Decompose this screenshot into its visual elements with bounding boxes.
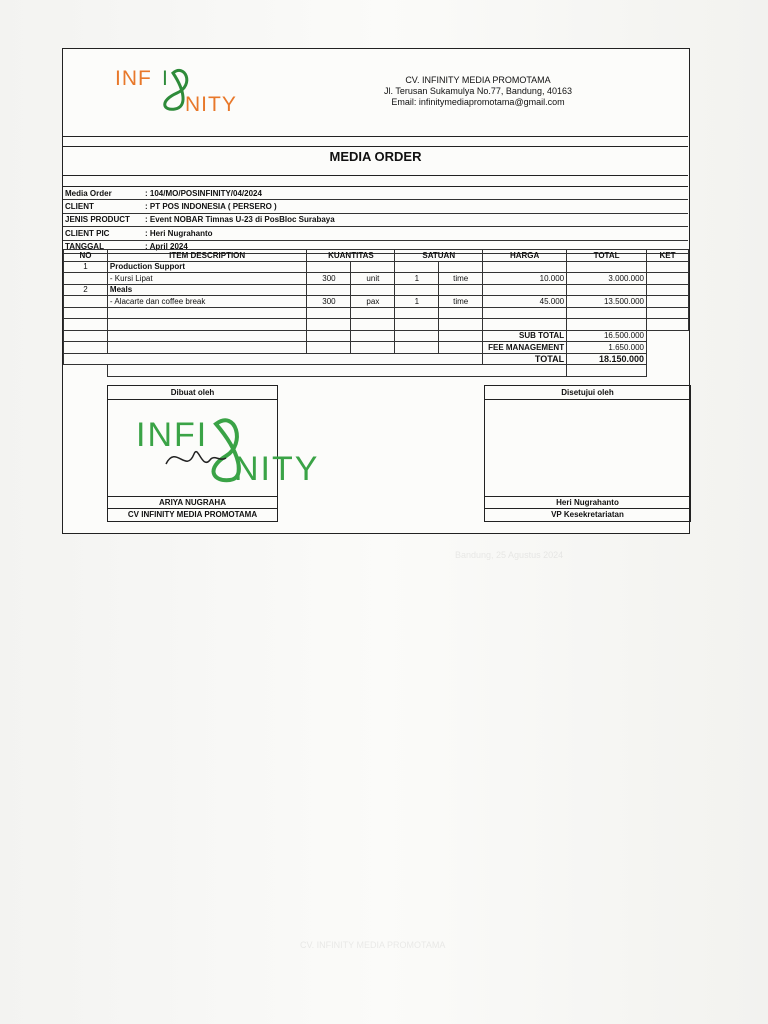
row-satuan-unit [439,284,483,296]
signer-name: ARIYA NUGRAHA [108,496,277,509]
svg-text:INF: INF [115,67,152,90]
company-stamp-logo [136,404,321,484]
table-header-row [64,250,689,262]
row-description: Meals [107,284,307,296]
row-qty [307,284,351,296]
col-kuantitas: KUANTITAS [307,250,395,262]
row-no [64,296,108,308]
made-by-box [107,385,320,522]
approver-name: Heri Nugrahanto [485,496,690,509]
row-no: 1 [64,261,108,273]
approver-title: VP Kesekretariatan [485,508,690,521]
order-info [63,187,688,254]
info-label: Media Order [65,188,112,198]
spacer-row [64,365,689,377]
header-spacer [63,136,688,147]
row-ket [647,296,689,308]
col-satuan: SATUAN [395,250,483,262]
subtotal-value: 16.500.000 [567,330,647,342]
total-row [64,353,689,365]
order-items-table [63,249,689,377]
media-order-document [62,48,690,534]
row-total: 13.500.000 [567,296,647,308]
row-total [567,261,647,273]
company-info [348,75,608,108]
col-no: NO [64,250,108,262]
infinity-logo [115,63,255,113]
info-label: JENIS PRODUCT [65,215,130,225]
info-value: : 104/MO/POSINFINITY/04/2024 [145,188,262,198]
info-value: : Event NOBAR Timnas U-23 di PosBloc Surabaya [145,215,335,225]
row-no [64,273,108,285]
info-row [63,187,688,200]
fee-row [64,342,689,354]
table-row [64,319,689,331]
row-qty-unit: unit [351,273,395,285]
letterhead [63,49,688,137]
signer-company: CV INFINITY MEDIA PROMOTAMA [108,508,277,521]
row-harga: 10.000 [483,273,567,285]
row-total: 3.000.000 [567,273,647,285]
svg-text:INFI: INFI [136,416,209,454]
company-name: CV. INFINITY MEDIA PROMOTAMA [405,75,551,85]
svg-text:NITY: NITY [185,93,237,113]
row-qty: 300 [307,296,351,308]
row-satuan [395,284,439,296]
document-title: MEDIA ORDER [329,149,422,164]
table-row [64,273,689,285]
svg-text:I: I [162,67,168,90]
row-ket [647,261,689,273]
info-row [63,227,688,240]
col-harga: HARGA [483,250,567,262]
row-description: Production Support [107,261,307,273]
col-total: TOTAL [567,250,647,262]
row-satuan-unit: time [439,273,483,285]
table-row [64,307,689,319]
subtotal-row [64,330,689,342]
row-qty-unit: pax [351,296,395,308]
info-row [63,214,688,227]
row-satuan-unit [439,261,483,273]
row-qty-unit [351,284,395,296]
row-qty: 300 [307,273,351,285]
fee-label: FEE MANAGEMENT [483,342,567,354]
table-row [64,261,689,273]
subtotal-label: SUB TOTAL [483,330,567,342]
info-row [63,200,688,213]
approved-by-label: Disetujui oleh [485,386,690,400]
info-value: : PT POS INDONESIA ( PERSERO ) [145,202,277,212]
row-total [567,284,647,296]
info-value: : Heri Nugrahanto [145,228,213,238]
approved-by-box [484,385,691,522]
info-value: : April 2024 [145,242,188,252]
row-description: - Alacarte dan coffee break [107,296,307,308]
row-no: 2 [64,284,108,296]
info-label: TANGGAL [65,242,104,252]
total-label: TOTAL [483,353,567,365]
row-satuan: 1 [395,273,439,285]
company-email: Email: infinitymediapromotama@gmail.com [391,97,565,107]
company-address: Jl. Terusan Sukamulya No.77, Bandung, 40163 [384,86,572,96]
made-by-label: Dibuat oleh [108,386,277,400]
bleed-through-text: Bandung, 25 Agustus 2024 [455,550,564,560]
row-qty-unit [351,261,395,273]
total-value: 18.150.000 [567,353,647,365]
col-ket: KET [647,250,689,262]
col-item-description: ITEM DESCRIPTION [107,250,307,262]
row-harga [483,284,567,296]
info-label: CLIENT [65,202,94,212]
fee-value: 1.650.000 [567,342,647,354]
row-harga [483,261,567,273]
row-harga: 45.000 [483,296,567,308]
row-description: - Kursi Lipat [107,273,307,285]
row-ket [647,284,689,296]
row-satuan-unit: time [439,296,483,308]
row-satuan: 1 [395,296,439,308]
row-ket [647,273,689,285]
info-label: CLIENT PIC [65,228,110,238]
bleed-through-footer: CV. INFINITY MEDIA PROMOTAMA [300,940,446,950]
row-qty [307,261,351,273]
divider [63,175,688,176]
row-satuan [395,261,439,273]
table-row [64,284,689,296]
table-row [64,296,689,308]
svg-text:NITY: NITY [234,450,320,484]
